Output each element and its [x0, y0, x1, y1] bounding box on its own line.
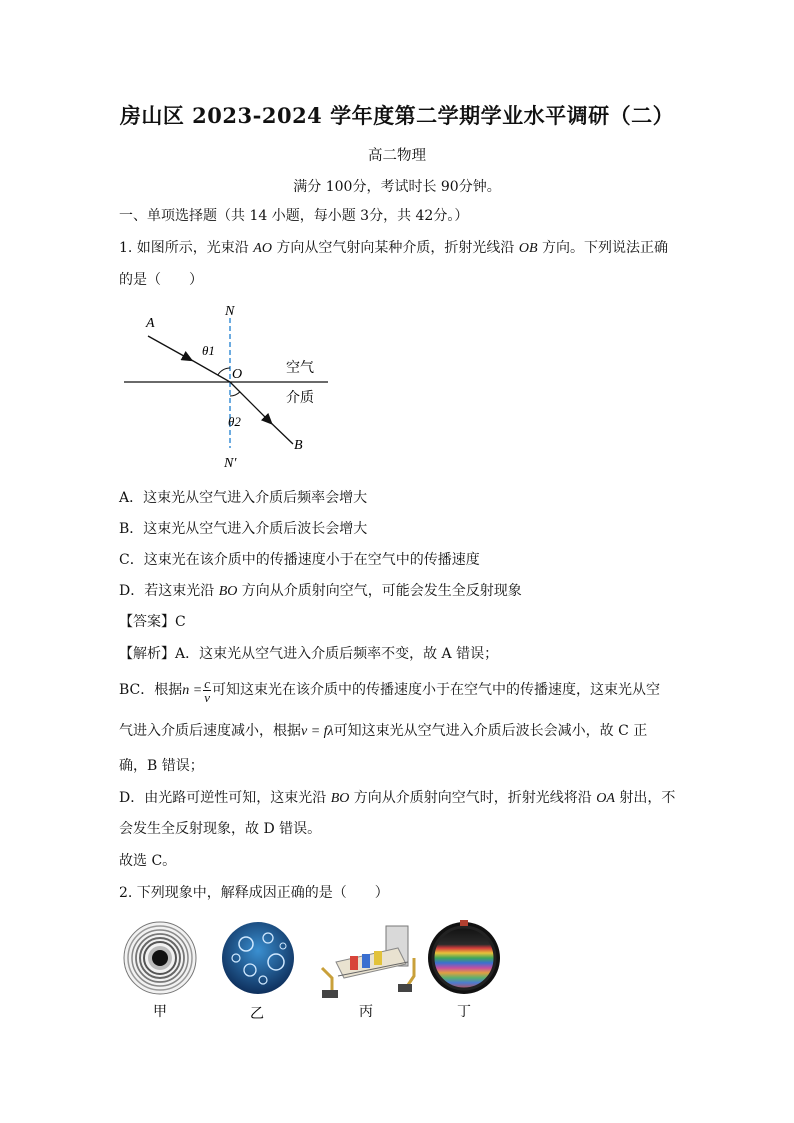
q1-answer: 【答案】C: [119, 614, 186, 630]
q1-explanation-5: [119, 788, 675, 809]
q1-option-b: B．这束光从空气进入介质后波长会增大: [119, 521, 368, 537]
q1-stem-text: 方向。下列说法正确: [537, 240, 668, 256]
q1-option-d-bo: BO: [218, 584, 238, 599]
q1-exp-bo: BO: [330, 791, 350, 806]
label-theta2: θ2: [228, 414, 241, 429]
label-a: A: [146, 316, 155, 331]
angle-arc-1: [218, 368, 230, 375]
q1-formula-numerator: c: [204, 675, 210, 691]
q1-ob: OB: [518, 241, 538, 256]
caption-ding: 丁: [457, 1004, 471, 1020]
q1-exp-text: 可知这束光在该介质中的传播速度小于在空气中的传播速度，这束光从空: [212, 682, 660, 698]
q1-stem-line2: 的是（ ）: [119, 272, 203, 288]
label-o: O: [232, 367, 243, 382]
q1-option-d: [119, 581, 522, 602]
q1-exp-text: D．由光路可逆性可知，这束光沿: [119, 790, 331, 806]
q1-exp-oa: OA: [596, 791, 615, 806]
q1-formula-denominator: v: [204, 689, 210, 705]
refraction-diagram: [118, 298, 338, 476]
label-medium: 介质: [286, 390, 314, 406]
label-theta1: θ1: [202, 343, 215, 358]
q1-exp-text: 可知这束光从空气进入介质后波长会减小，故 C 正: [333, 723, 648, 739]
figure-bing-apparatus: [322, 926, 414, 998]
figure-ding-film: [428, 920, 500, 994]
q1-explanation-1: 【解析】A．这束光从空气进入介质后频率不变，故 A 错误；: [119, 646, 499, 662]
q1-stem-text: 方向从空气射向某种介质，折射光线沿: [271, 240, 519, 256]
caption-bing: 丙: [359, 1004, 373, 1020]
label-n-prime: N′: [224, 456, 237, 471]
angle-arc-2: [230, 392, 240, 396]
incident-ray-tail: [188, 358, 230, 382]
caption-yi: 乙: [250, 1006, 264, 1022]
q1-explanation-3: [119, 721, 647, 742]
q1-exp-text: 射出，不: [614, 790, 676, 806]
q1-formula-wave: v = fλ: [301, 724, 334, 739]
q1-stem-text: 1. 如图所示，光束沿: [119, 240, 254, 256]
q1-option-d-text: 方向从介质射向空气，可能会发生全反射现象: [237, 583, 522, 599]
q1-option-c: C．这束光在该介质中的传播速度小于在空气中的传播速度: [119, 552, 480, 568]
label-air: 空气: [286, 360, 314, 376]
section-heading: 一、单项选择题（共 14 小题，每小题 3分，共 42分。）: [119, 208, 469, 224]
q1-ao: AO: [253, 241, 272, 256]
q1-explanation-6: 会发生全反射现象，故 D 错误。: [119, 821, 322, 837]
q1-option-d-text: D．若这束光沿: [119, 583, 219, 599]
q1-exp-text: 方向从介质射向空气时，折射光线将沿: [349, 790, 597, 806]
caption-jia: 甲: [153, 1004, 167, 1020]
q1-conclusion: 故选 C。: [119, 853, 177, 869]
q1-option-a: A．这束光从空气进入介质后频率会增大: [119, 490, 368, 506]
label-b: B: [294, 438, 303, 453]
refracted-ray-tail: [268, 420, 293, 444]
q2-stem: 2. 下列现象中，解释成因正确的是（ ）: [119, 885, 389, 901]
q1-formula-lhs: n =: [182, 683, 203, 698]
exam-meta: 满分 100分，考试时长 90分钟。: [293, 179, 501, 195]
q1-exp-text: BC．根据: [119, 682, 183, 698]
phenomena-figures: [118, 918, 518, 1028]
subject-label: 高二物理: [368, 148, 426, 164]
q1-formula-fraction: [203, 677, 211, 704]
incident-ray: [148, 336, 191, 360]
figure-yi-bubbles: [222, 922, 294, 994]
figure-jia-rings: [124, 922, 196, 994]
q1-explanation-4: 确，B 错误；: [119, 758, 204, 774]
label-n: N: [225, 304, 235, 319]
page-title: 房山区 2023-2024 学年度第二学期学业水平调研（二）: [119, 103, 675, 128]
q1-explanation-2: [119, 675, 660, 706]
q1-exp-text: 气进入介质后速度减小，根据: [119, 723, 301, 739]
q1-stem-line1: [119, 238, 668, 259]
